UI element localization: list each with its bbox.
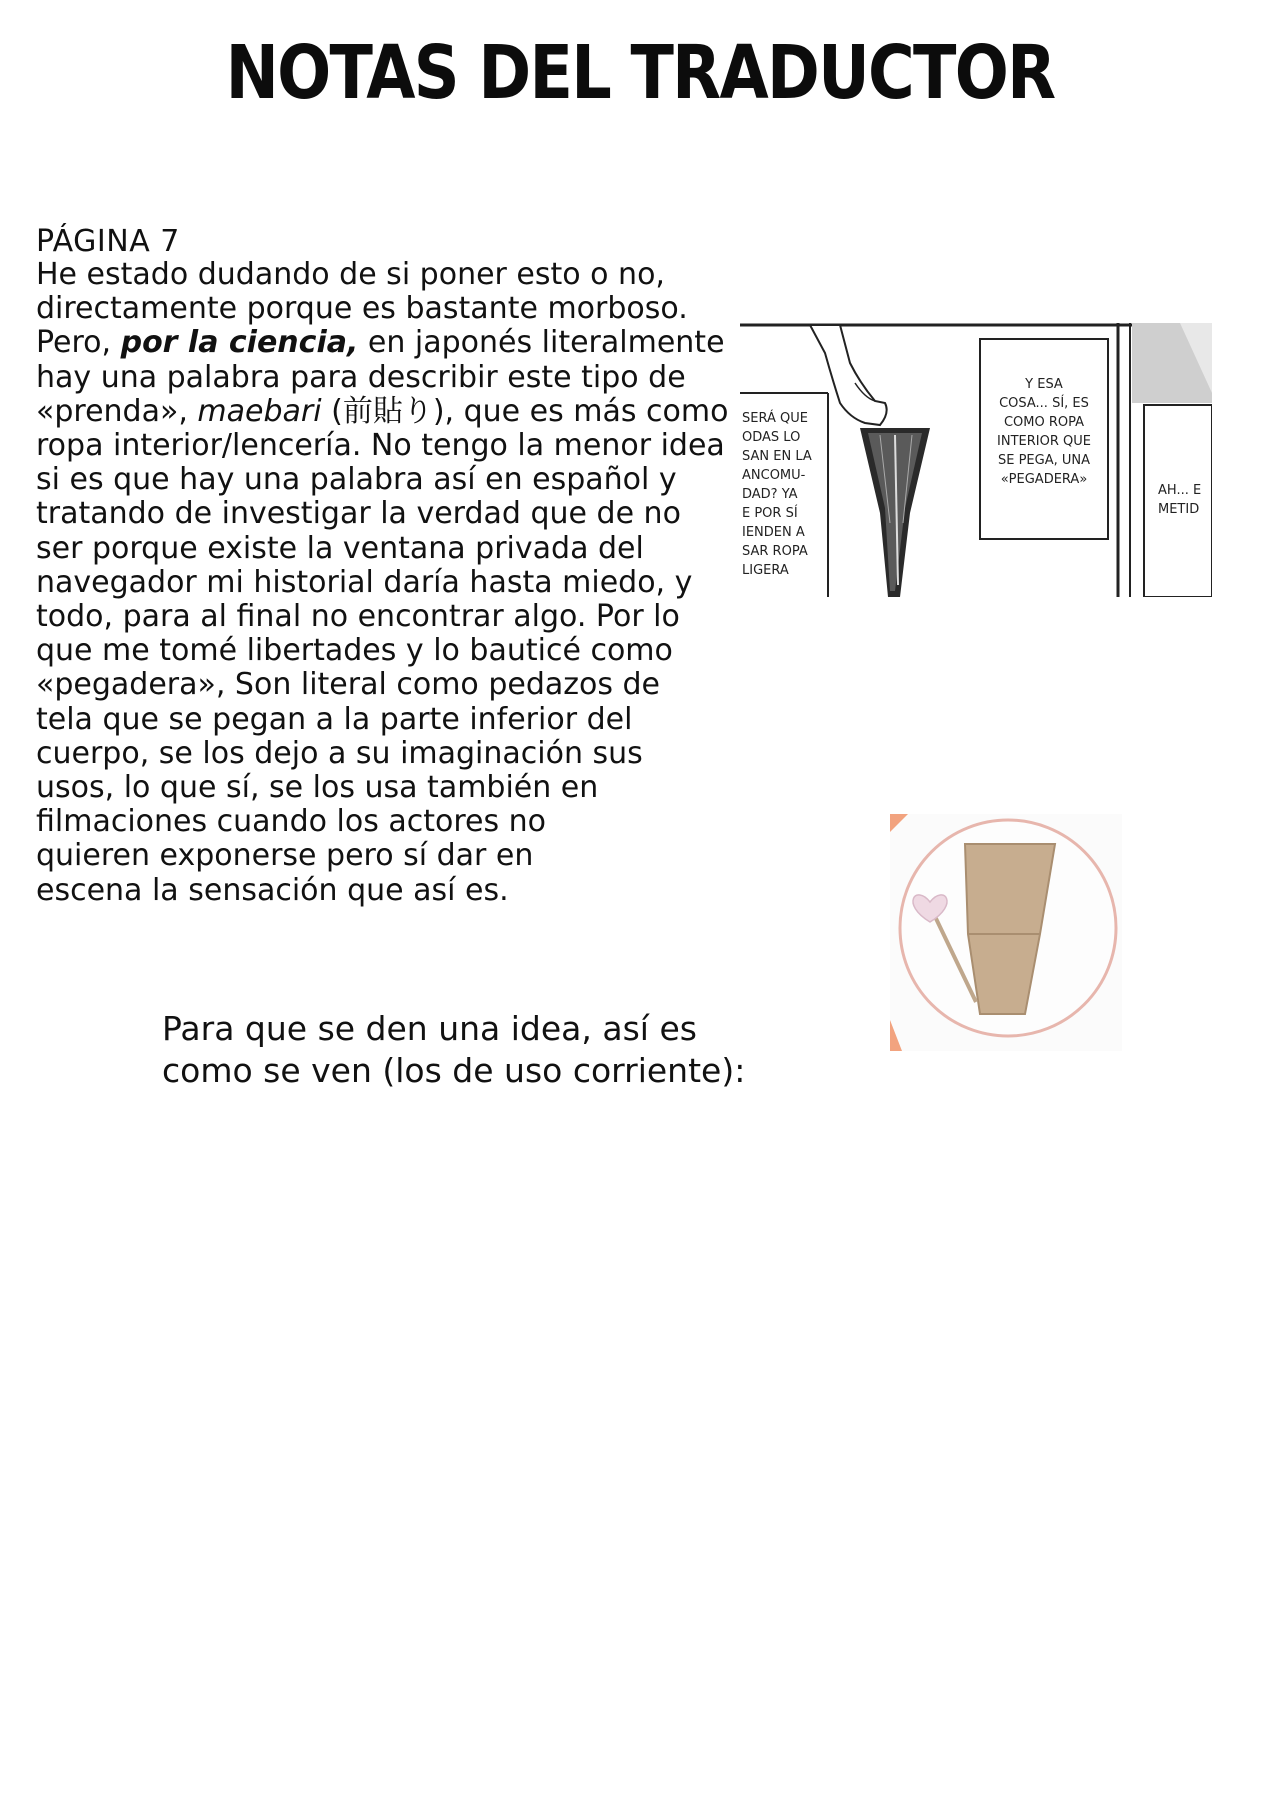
paragraph-line: escena la sensación que así es. xyxy=(36,872,509,908)
paragraph-line: todo, para al final no encontrar algo. Por lo xyxy=(36,599,680,635)
bubble-line: SE PEGA, UNA xyxy=(997,453,1090,468)
paragraph-line: navegador mi historial daría hasta miedo, y xyxy=(36,564,693,600)
paragraph-text: en japonés literalmente xyxy=(358,325,725,361)
bubble-line: E POR SÍ xyxy=(742,506,798,521)
paragraph-line: si es que hay una palabra así en español y xyxy=(36,462,677,498)
italic-term: maebari xyxy=(197,393,322,429)
bubble-line: AH... E xyxy=(1158,483,1202,498)
bubble-line: SAN EN LA xyxy=(742,449,812,464)
paragraph-line: que me tomé libertades y lo bauticé como xyxy=(36,633,673,669)
manga-panel-image xyxy=(740,323,1212,597)
page-title: NOTAS DEL TRADUCTOR xyxy=(225,30,1055,116)
paragraph-line: ropa interior/lencería. No tengo la menor idea xyxy=(36,428,725,464)
bubble-line: «PEGADERA» xyxy=(1000,472,1088,487)
bubble-line: INTERIOR QUE xyxy=(997,434,1091,449)
paragraph-line: directamente porque es bastante morboso. xyxy=(36,291,688,327)
product-illustration xyxy=(890,814,1122,1051)
translator-note-paragraph xyxy=(36,258,736,908)
manga-bubble-middle xyxy=(984,375,1104,489)
bubble-line: COMO ROPA xyxy=(1003,415,1085,430)
paragraph-line: quieren exponerse pero sí dar en xyxy=(36,838,534,874)
image-caption xyxy=(162,1008,745,1092)
page-number-heading: PÁGINA 7 xyxy=(36,224,180,259)
caption-line: como se ven (los de uso corriente): xyxy=(162,1051,746,1090)
paragraph-line: usos, lo que sí, se los usa también en xyxy=(36,770,599,806)
manga-bubble-left xyxy=(742,409,812,580)
bubble-line: SERÁ QUE xyxy=(742,411,808,426)
emphasis-text: por la ciencia, xyxy=(120,325,359,361)
paragraph-text: «prenda», xyxy=(36,393,198,429)
paragraph-line: «pegadera», Son literal como pedazos de xyxy=(36,667,661,703)
bubble-line: METID xyxy=(1158,502,1200,517)
product-photo xyxy=(890,814,1122,1051)
paragraph-line: hay una palabra para describir este tipo de xyxy=(36,359,686,395)
paragraph-line xyxy=(36,395,736,429)
paragraph-line: cuerpo, se los dejo a su imaginación sus xyxy=(36,735,643,771)
paragraph-line: ser porque existe la ventana privada del xyxy=(36,530,644,566)
paragraph-line xyxy=(36,326,736,360)
bubble-line: IENDEN A xyxy=(742,525,805,540)
manga-bubble-right xyxy=(1158,481,1201,519)
paragraph-line: filmaciones cuando los actores no xyxy=(36,804,547,840)
caption-line: Para que se den una idea, así es xyxy=(162,1009,697,1048)
bubble-line: SAR ROPA xyxy=(742,544,808,559)
bubble-line: ANCOMU- xyxy=(742,468,806,483)
bubble-line: Y ESA xyxy=(1025,377,1063,392)
paragraph-line: He estado dudando de si poner esto o no, xyxy=(36,257,665,292)
bubble-line: ODAS LO xyxy=(742,430,801,445)
paragraph-line: tela que se pegan a la parte inferior del xyxy=(36,701,633,737)
paragraph-text: (前貼り), que es más como xyxy=(321,393,729,429)
bubble-line: LIGERA xyxy=(742,563,789,578)
paragraph-text: Pero, xyxy=(36,325,121,361)
paragraph-line: tratando de investigar la verdad que de no xyxy=(36,496,681,532)
bubble-line: DAD? YA xyxy=(742,487,798,502)
bubble-line: COSA... SÍ, ES xyxy=(999,396,1089,411)
